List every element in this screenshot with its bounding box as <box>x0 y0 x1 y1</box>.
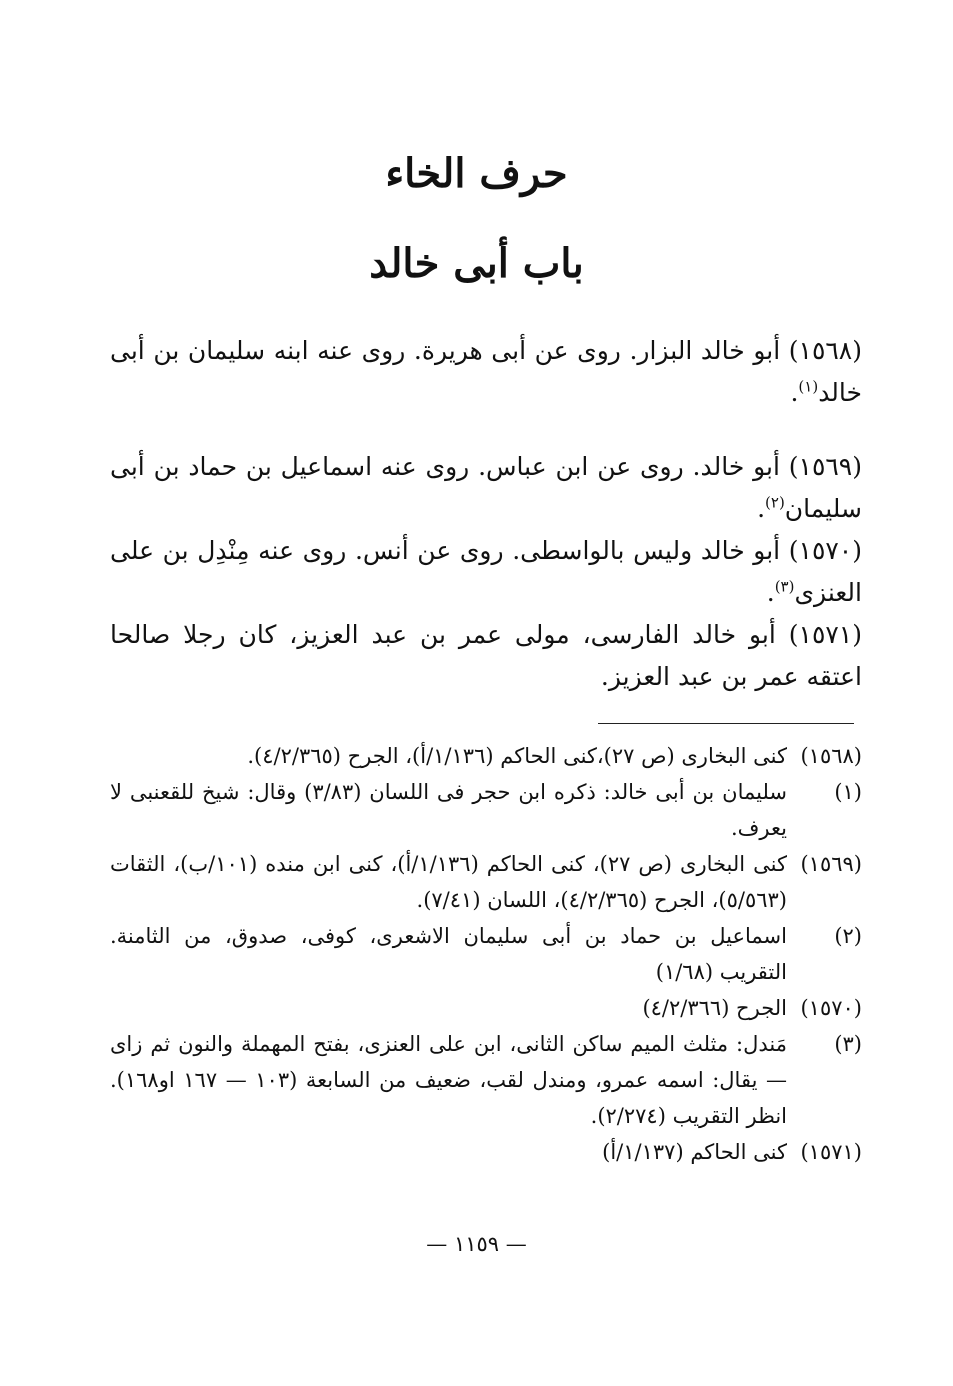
entry-number: (١٥٧٠) <box>788 536 862 565</box>
footnote-text: اسماعيل بن حماد بن أبى سليمان الاشعرى، كوفى، صدوق، من الثامنة. التقريب (١/٦٨) <box>110 924 787 984</box>
footnote-number: (١٥٦٩) <box>800 852 862 876</box>
entry-end: . <box>790 378 799 407</box>
footnotes-list <box>110 738 862 1170</box>
footnote-separator <box>598 723 854 724</box>
chapter-title: حرف الخاء <box>385 150 568 197</box>
footnote-1 <box>110 774 862 846</box>
entry-end: . <box>757 494 766 523</box>
footnote-1570 <box>110 990 862 1026</box>
section-title: باب أبى خالد <box>369 240 584 287</box>
footnote-number: (١٥٧١) <box>800 1140 862 1164</box>
footnote-3 <box>110 1026 862 1134</box>
entries-list <box>110 330 862 698</box>
footnote-text: مَندل: مثلث الميم ساكن الثانى، ابن على العنزى، بفتح المهملة والنون ثم زاى — يقال: اسمه عمرو، ومندل لقب، ضعيف من السابعة (١٠٣ — ١٦٧ او١٦٨). انظر التقريب (٢/٢٧٤). <box>110 1032 787 1128</box>
footnote-ref: (٣) <box>774 577 795 596</box>
footnote-1571 <box>110 1134 862 1170</box>
footnote-text: كنى الحاكم (١/١٣٧/أ) <box>602 1140 787 1164</box>
footnote-text: سليمان بن أبى خالد: ذكره ابن حجر فى اللسان (٣/٨٣) وقال: شيخ للقعنبى لا يعرف. <box>110 780 787 840</box>
page-number: — ١١٥٩ — <box>426 1232 527 1256</box>
footnote-text: كنى البخارى (ص ٢٧)، كنى الحاكم (١/١٣٦/أ)، كنى ابن منده (١٠١/ب)، الثقات (٥/٥٦٣)، الجرح (٤/٢/٣٦٥)، اللسان (٧/٤١). <box>110 852 787 912</box>
entry-1568 <box>110 330 862 414</box>
footnote-number: (١٥٦٨) <box>800 744 862 768</box>
entry-number: (١٥٦٩) <box>788 452 862 481</box>
footnote-number: (١٥٧٠) <box>800 996 862 1020</box>
entry-end: . <box>766 578 775 607</box>
footnote-ref: (٢) <box>765 493 785 512</box>
entry-text: أبو خالد وليس بالواسطى. روى عن أنس. روى عنه مِنْدِل بن على العنزى <box>110 536 862 607</box>
footnote-2 <box>110 918 862 990</box>
entry-text: أبو خالد. روى عن ابن عباس. روى عنه اسماعيل بن حماد بن أبى سليمان <box>110 452 862 523</box>
footnote-ref: (١) <box>798 377 819 396</box>
entry-number: (١٥٧١) <box>788 620 862 649</box>
entry-1571 <box>110 614 862 698</box>
footnote-number: (٣) <box>834 1032 862 1056</box>
footnote-1569 <box>110 846 862 918</box>
footnote-number: (١) <box>834 780 862 804</box>
footnote-number: (٢) <box>834 924 862 948</box>
entry-text: أبو خالد البزار. روى عن أبى هريرة. روى عنه ابنه سليمان بن أبى خالد <box>110 336 862 407</box>
footnote-text: الجرح (٤/٢/٣٦٦) <box>642 996 787 1020</box>
footnote-text: كنى البخارى (ص ٢٧)،كنى الحاكم (١/١٣٦/أ)، الجرح (٤/٢/٣٦٥). <box>247 744 787 768</box>
entry-text: أبو خالد الفارسى، مولى عمر بن عبد العزيز، كان رجلا صالحا اعتقه عمر بن عبد العزيز. <box>110 620 862 691</box>
footnote-1568 <box>110 738 862 774</box>
entry-1570 <box>110 530 862 614</box>
entry-number: (١٥٦٨) <box>788 336 862 365</box>
entry-1569 <box>110 446 862 530</box>
